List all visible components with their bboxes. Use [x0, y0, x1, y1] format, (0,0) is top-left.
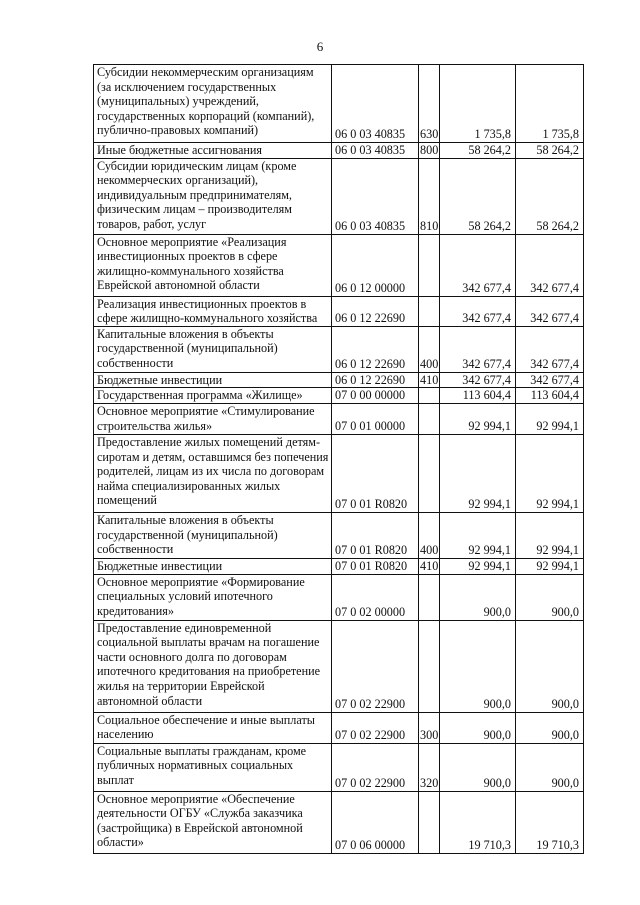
table-row: [94, 558, 584, 574]
row-amount-cell: 342 677,4: [516, 326, 584, 372]
row-amount-cell: 900,0: [516, 743, 584, 791]
row-name-cell: Основное мероприятие «Формирование специальных условий ипотечного кредитования»: [94, 574, 332, 620]
row-amount-cell: 113 604,4: [516, 388, 584, 404]
row-name-cell: Капитальные вложения в объекты государственной (муниципальной) собственности: [94, 326, 332, 372]
row-amount-cell: 92 994,1: [440, 558, 516, 574]
row-code-cell: 06 0 03 40835: [332, 65, 419, 143]
row-expense-type-cell: 400: [419, 512, 440, 558]
row-name-cell: Капитальные вложения в объекты государственной (муниципальной) собственности: [94, 512, 332, 558]
row-amount-cell: 342 677,4: [516, 372, 584, 388]
row-amount-cell: 58 264,2: [516, 143, 584, 159]
row-name-cell: Реализация инвестиционных проектов в сфере жилищно-коммунального хозяйства: [94, 296, 332, 326]
row-name-cell: Основное мероприятие «Обеспечение деятельности ОГБУ «Служба заказчика (застройщика) в Еврейской автономной области»: [94, 791, 332, 853]
budget-table-body: [94, 65, 584, 854]
row-amount-cell: 900,0: [440, 743, 516, 791]
row-name-cell: Предоставление единовременной социальной выплаты врачам на погашение части основного долга по договорам ипотечного кредитования на приобретение жилья на территории Еврейской автономной области: [94, 620, 332, 712]
row-name-cell: Субсидии юридическим лицам (кроме некоммерческих организаций), индивидуальным предпринимателям, физическим лицам – производителям товаров, работ, услуг: [94, 158, 332, 234]
row-code-cell: 06 0 03 40835: [332, 158, 419, 234]
table-row: [94, 434, 584, 512]
row-amount-cell: 342 677,4: [440, 326, 516, 372]
row-amount-cell: 113 604,4: [440, 388, 516, 404]
row-expense-type-cell: 800: [420, 143, 439, 157]
row-name-cell: Основное мероприятие «Стимулирование строительства жилья»: [94, 403, 332, 434]
row-amount-cell: 92 994,1: [440, 512, 516, 558]
row-code-cell: 07 0 02 22900: [332, 620, 419, 712]
row-amount-cell: 342 677,4: [440, 372, 516, 388]
row-amount-cell: 1 735,8: [516, 65, 584, 143]
row-expense-type-cell: [419, 296, 440, 326]
row-code-cell: 06 0 12 22690: [332, 372, 419, 388]
row-expense-type-cell: 410: [420, 372, 439, 387]
row-amount-cell: 92 994,1: [516, 512, 584, 558]
table-row: [94, 234, 584, 296]
table-row: [94, 326, 584, 372]
row-amount-cell: 342 677,4: [440, 234, 516, 296]
row-code-cell: 07 0 01 R0820: [332, 558, 419, 574]
budget-table: [93, 64, 584, 854]
row-expense-type-cell: [419, 234, 440, 296]
row-amount-cell: 342 677,4: [440, 296, 516, 326]
table-row: [94, 512, 584, 558]
row-amount-cell: 92 994,1: [516, 558, 584, 574]
row-name-cell: Бюджетные инвестиции: [94, 558, 332, 574]
row-expense-type-cell: [419, 403, 440, 434]
row-amount-cell: 58 264,2: [440, 158, 516, 234]
table-row: [94, 743, 584, 791]
row-code-cell: 07 0 02 22900: [332, 743, 419, 791]
row-amount-cell: 900,0: [440, 574, 516, 620]
row-amount-cell: 342 677,4: [516, 296, 584, 326]
row-amount-cell: 900,0: [440, 712, 516, 743]
row-code-cell: 07 0 06 00000: [332, 791, 419, 853]
row-expense-type-cell: [419, 434, 440, 512]
row-amount-cell: 900,0: [516, 620, 584, 712]
table-row: [94, 620, 584, 712]
row-name-cell: Иные бюджетные ассигнования: [94, 143, 332, 159]
row-amount-cell: 92 994,1: [516, 434, 584, 512]
table-row: [94, 158, 584, 234]
row-amount-cell: 19 710,3: [516, 791, 584, 853]
row-name-cell: Предоставление жилых помещений детям-сиротам и детям, оставшимся без попечения родителей, лицам из их числа по договорам найма специализированных жилых помещений: [94, 434, 332, 512]
row-amount-cell: 92 994,1: [440, 434, 516, 512]
row-expense-type-cell: 320: [419, 743, 440, 791]
row-code-cell: 07 0 01 R0820: [332, 434, 419, 512]
row-name-cell: Социальные выплаты гражданам, кроме публичных нормативных социальных выплат: [94, 743, 332, 791]
table-row: [94, 296, 584, 326]
row-expense-type-cell: 400: [419, 326, 440, 372]
row-code-cell: 06 0 12 00000: [332, 234, 419, 296]
row-amount-cell: 900,0: [440, 620, 516, 712]
table-row: [94, 574, 584, 620]
row-name-cell: Государственная программа «Жилище»: [94, 388, 332, 404]
row-amount-cell: 900,0: [516, 574, 584, 620]
row-expense-type-cell: 810: [419, 158, 440, 234]
row-code-cell: 06 0 12 22690: [332, 296, 419, 326]
row-code-cell: 07 0 01 00000: [332, 403, 419, 434]
table-row: [94, 712, 584, 743]
row-expense-type-cell: [419, 620, 440, 712]
row-name-cell: Социальное обеспечение и иные выплаты населению: [94, 712, 332, 743]
row-expense-type-cell: [419, 574, 440, 620]
table-row: [94, 65, 584, 143]
row-amount-cell: 900,0: [516, 712, 584, 743]
row-name-cell: Субсидии некоммерческим организациям (за исключением государственных (муниципальных) учреждений, государственных корпораций (компаний), публично-правовых компаний): [94, 65, 332, 143]
row-code-cell: 07 0 01 R0820: [332, 512, 419, 558]
table-row: [94, 791, 584, 853]
row-amount-cell: 58 264,2: [440, 143, 516, 159]
row-code-cell: 06 0 12 22690: [332, 326, 419, 372]
row-expense-type-cell: 300: [419, 712, 440, 743]
row-amount-cell: 19 710,3: [440, 791, 516, 853]
row-name-cell: Основное мероприятие «Реализация инвестиционных проектов в сфере жилищно-коммунального хозяйства Еврейской автономной области: [94, 234, 332, 296]
row-expense-type-cell: 410: [420, 558, 439, 573]
row-name-cell: Бюджетные инвестиции: [94, 372, 332, 388]
row-expense-type-cell: 630: [419, 65, 440, 143]
table-row: [94, 143, 584, 159]
row-code-cell: 07 0 02 22900: [332, 712, 419, 743]
row-expense-type-cell: [419, 388, 440, 404]
table-row: [94, 403, 584, 434]
page-number: 6: [316, 39, 324, 54]
row-amount-cell: 1 735,8: [440, 65, 516, 143]
table-row: [94, 388, 584, 404]
row-code-cell: 07 0 02 00000: [332, 574, 419, 620]
row-amount-cell: 58 264,2: [516, 158, 584, 234]
row-expense-type-cell: [419, 791, 440, 853]
row-code-cell: 07 0 00 00000: [332, 388, 419, 404]
row-amount-cell: 92 994,1: [440, 403, 516, 434]
table-row: [94, 372, 584, 388]
row-amount-cell: 92 994,1: [516, 403, 584, 434]
row-amount-cell: 342 677,4: [516, 234, 584, 296]
row-code-cell: 06 0 03 40835: [332, 143, 419, 159]
